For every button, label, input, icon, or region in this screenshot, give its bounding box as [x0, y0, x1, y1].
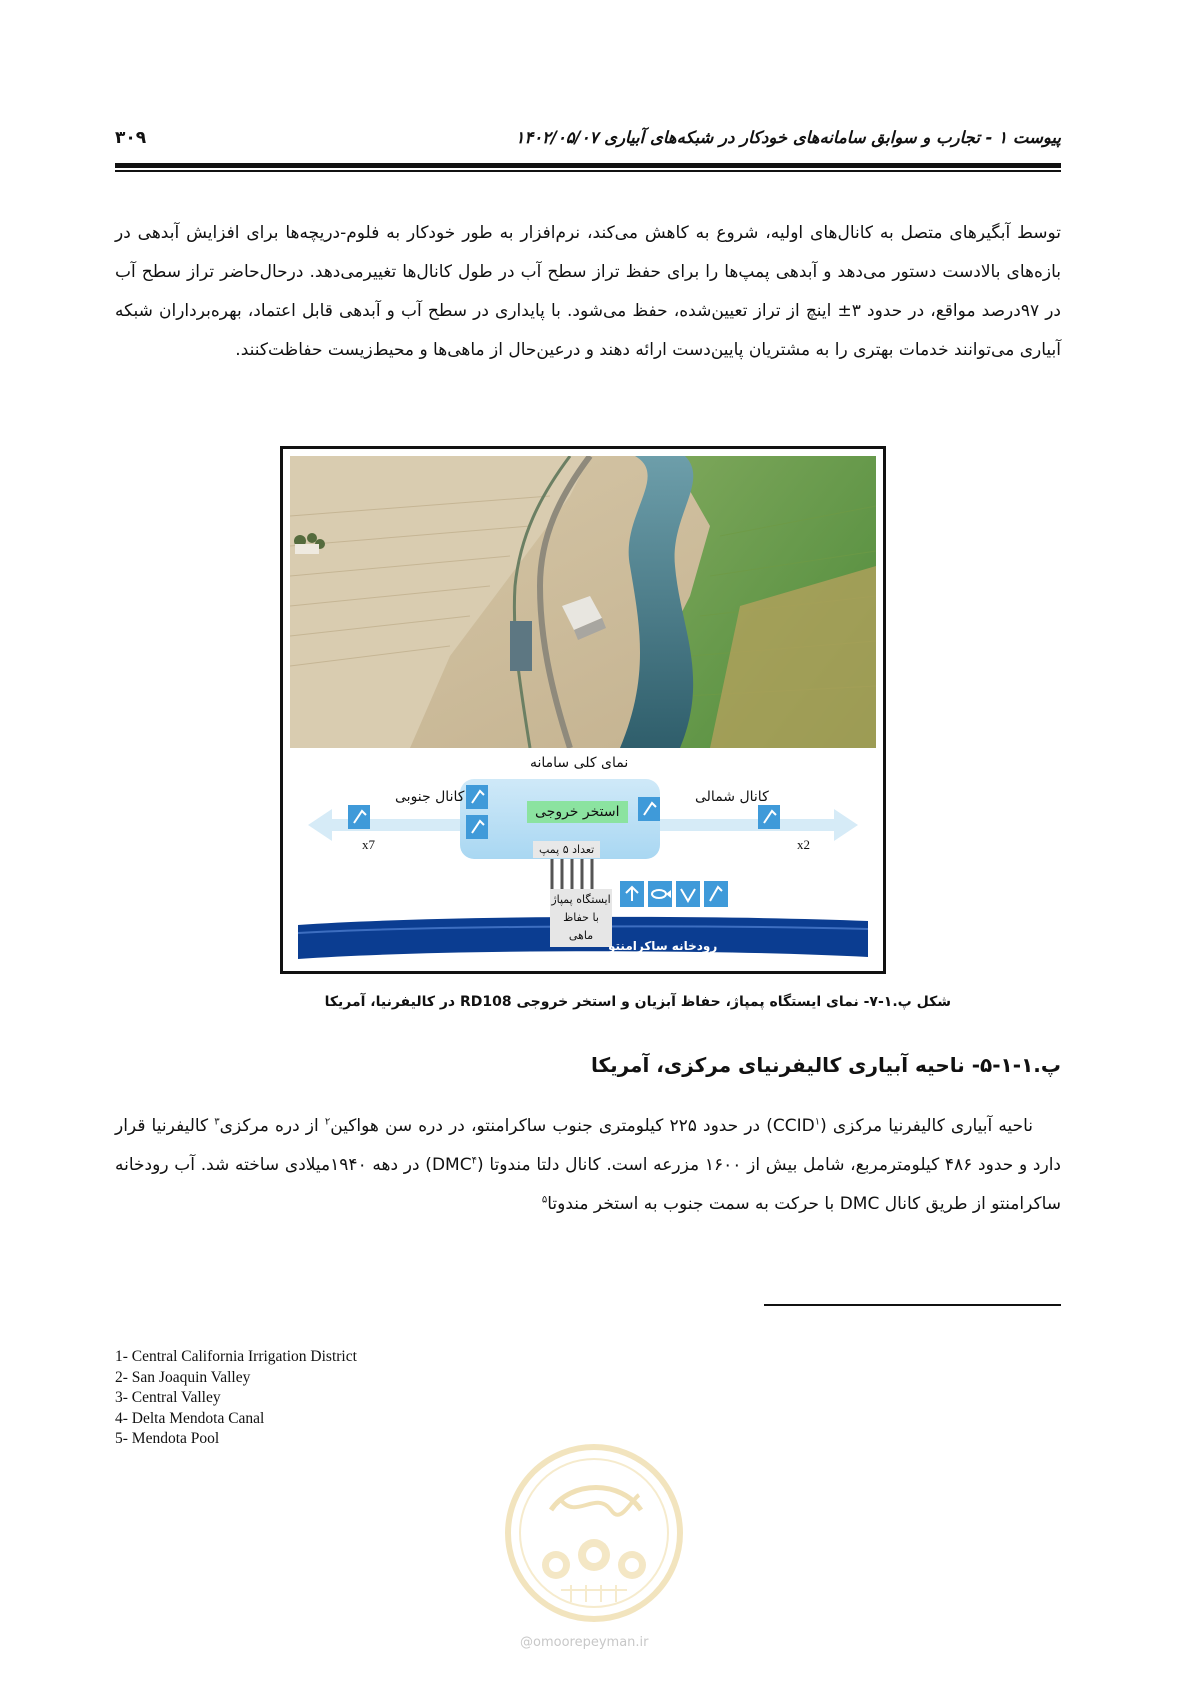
section-heading: پ.۱-۱-۵- ناحیه آبیاری کالیفرنیای مرکزی، آمریکا [590, 1053, 1061, 1077]
north-count-label: x2 [797, 837, 810, 852]
south-count-label: x7 [362, 837, 375, 852]
footnote-item: 5- Mendota Pool [115, 1430, 220, 1447]
page-number: ۳۰۹ [115, 128, 147, 148]
paragraph-text: از دره مرکزی [219, 1116, 325, 1136]
body-paragraph-2 [115, 1107, 1061, 1224]
footnotes [115, 1347, 357, 1450]
pump-icon [620, 881, 644, 907]
watermark-logo [501, 1440, 687, 1650]
footnote-ref[interactable]: ۵ [541, 1194, 548, 1206]
paragraph-text: ) در دهه ۱۹۴۰میلادی ساخته شد. آب رودخانه ساکرامنتو از طریق کانال DMC با حرکت به سمت جنوب به استخر مندوتا [115, 1155, 1061, 1214]
paragraph-text: کالیفرنیا قرار دارد و حدود ۴۸۶ کیلومترمربع، شامل بیش از ۱۶۰۰ مزرعه است. کانال دلتا مندوتا (DMC [115, 1116, 1061, 1175]
gate-icon [758, 805, 780, 829]
fish-screen-icon [648, 881, 672, 907]
outlet-pool-label: استخر خروجی [527, 801, 628, 823]
footnote-item: 3- Central Valley [115, 1389, 221, 1406]
aerial-photo-illustration [290, 456, 876, 748]
footnote-item: 1- Central California Irrigation District [115, 1348, 357, 1365]
footnote-item: 2- San Joaquin Valley [115, 1368, 251, 1386]
gate-icon [638, 797, 660, 821]
gate-icon [704, 881, 728, 907]
paragraph-text: ) در حدود ۲۲۵ کیلومتری جنوب ساکرامنتو، در دره سن هواکین [330, 1116, 773, 1136]
north-canal-label: کانال شمالی [695, 789, 769, 805]
river-label: رودخانه ساکرامنتو [608, 939, 718, 953]
footnote-ref[interactable]: ۱ [814, 1116, 821, 1128]
pump-station-label: ایستگاه پمپاژ با حفاظ ماهی [550, 889, 612, 947]
seal-icon [501, 1440, 687, 1626]
gate-icon [466, 815, 488, 839]
figure-frame [280, 446, 886, 974]
footnote-ref[interactable]: ۴ [471, 1155, 477, 1167]
south-canal-label: کانال جنوبی [395, 789, 465, 805]
footnote-rule [764, 1304, 1061, 1306]
aerial-photo [290, 456, 876, 748]
paragraph-text: ناحیه آبیاری کالیفرنیا مرکزی (CCID [772, 1116, 1033, 1136]
valve-icon [676, 881, 700, 907]
watermark-handle: @omoorepeyman.ir [520, 1635, 649, 1650]
header-rule-thin [115, 170, 1061, 172]
gate-icon [466, 785, 488, 809]
footnote-ref[interactable]: ۲ [324, 1116, 331, 1128]
footnote-ref[interactable]: ۳ [214, 1116, 220, 1128]
gate-icon [348, 805, 370, 829]
system-schematic [290, 749, 876, 965]
figure-caption: شکل پ.۱-۷- نمای ایستگاه پمپاژ، حفاظ آبزیان و استخر خروجی RD108 در کالیفرنیا، آمریکا [324, 994, 951, 1010]
header-rule [115, 163, 1061, 168]
header-title: پیوست ۱ - تجارب و سوابق سامانه‌های خودکار در شبکه‌های آبیاری ۱۴۰۲/۰۵/۰۷ [515, 128, 1061, 147]
overview-label: نمای کلی سامانه [530, 755, 629, 771]
body-paragraph: توسط آبگیرهای متصل به کانال‌های اولیه، شروع به کاهش می‌کند، نرم‌افزار به طور خودکار به فلوم-دریچه‌ها برای افزایش آبدهی در بازه‌های بالادست دستور می‌دهد و آبدهی پمپ‌ها را برای حفظ تراز سطح آب در طول کانال‌ها تغییرمی‌دهد. درحال‌حاضر تراز سطح آب در ۹۷درصد مواقع، در حدود ۳± اینچ از تراز تعیین‌شده، حفظ می‌شود. با پایداری در سطح آب و آبدهی قابل اعتماد، بهره‌برداران شبکه آبیاری می‌توانند خدمات بهتری را به مشتریان پایین‌دست ارائه دهند و درعین‌حال از ماهی‌ها و محیط‌زیست حفاظت‌کنند. [115, 223, 1061, 360]
running-header [115, 126, 1061, 156]
pump-count-label: تعداد ۵ پمپ [533, 841, 600, 858]
footnote-item: 4- Delta Mendota Canal [115, 1409, 265, 1427]
